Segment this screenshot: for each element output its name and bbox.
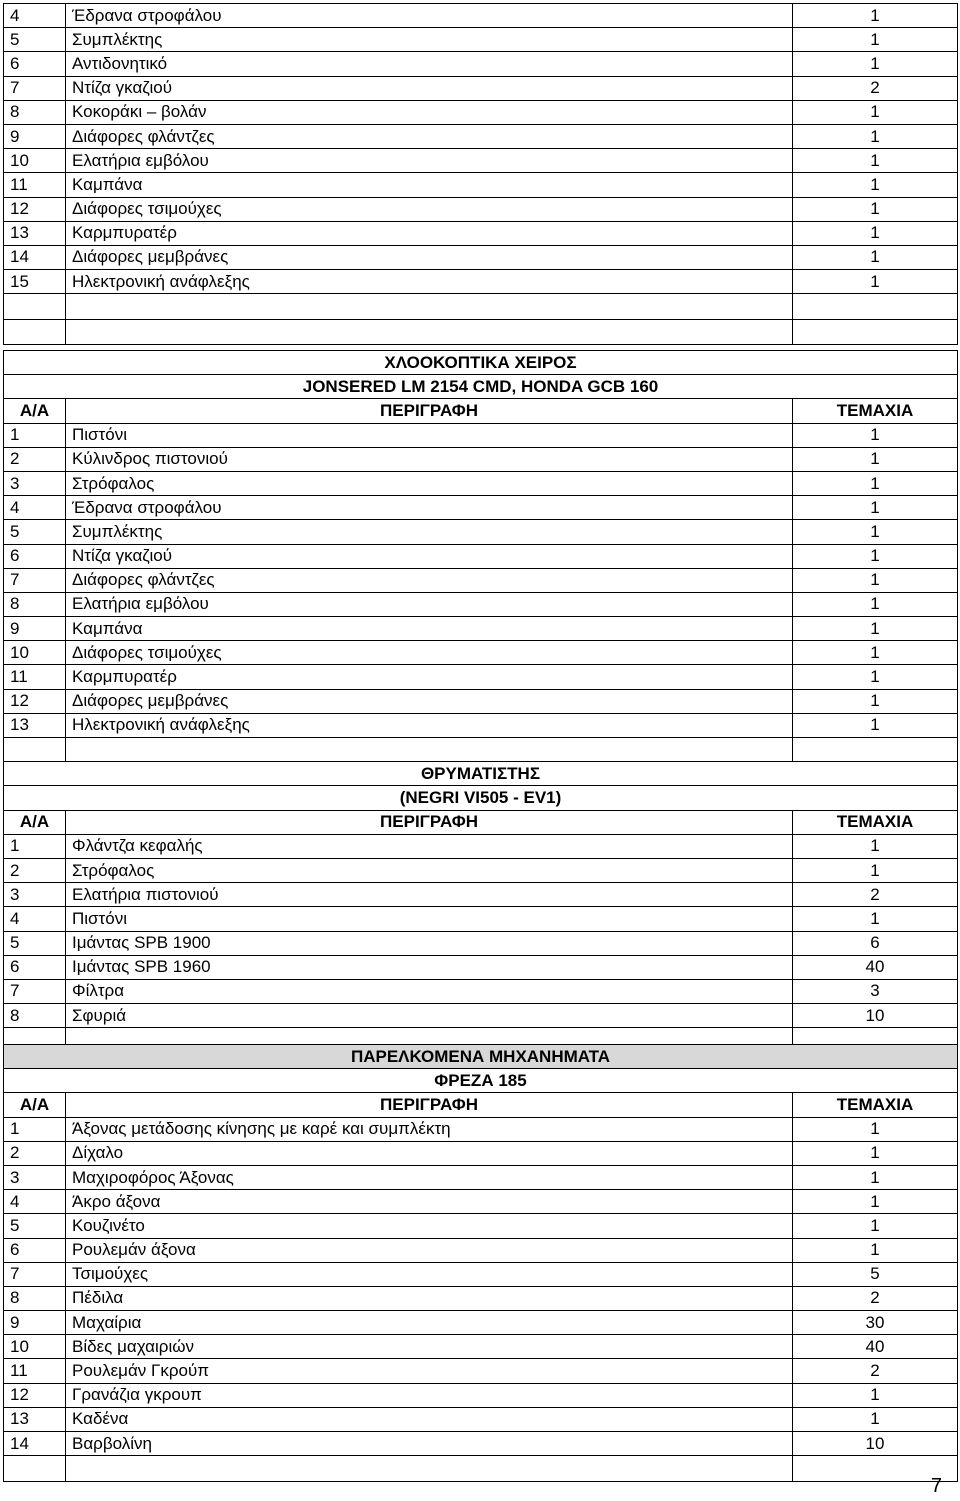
item-description: Κύλινδρος πιστονιού xyxy=(66,447,793,471)
table-row xyxy=(4,1383,958,1407)
item-number: 6 xyxy=(4,52,66,76)
item-number: 8 xyxy=(4,1004,66,1028)
table-row xyxy=(4,568,958,592)
item-quantity: 5 xyxy=(793,1262,958,1286)
item-quantity: 1 xyxy=(793,197,958,221)
item-number: 11 xyxy=(4,1359,66,1383)
table-row xyxy=(4,1286,958,1310)
item-description: Γρανάζια γκρουπ xyxy=(66,1383,793,1407)
item-description: Στρόφαλος xyxy=(66,858,793,882)
item-description: Δίχαλο xyxy=(66,1141,793,1165)
item-number: 1 xyxy=(4,1117,66,1141)
table-row xyxy=(4,858,958,882)
item-number: 2 xyxy=(4,1141,66,1165)
table-row xyxy=(4,520,958,544)
item-description: Πέδιλα xyxy=(66,1286,793,1310)
section-banner-row xyxy=(4,1045,958,1069)
blank-row xyxy=(4,319,958,345)
table-row xyxy=(4,1214,958,1238)
item-quantity: 2 xyxy=(793,76,958,100)
item-number: 9 xyxy=(4,617,66,641)
table-row xyxy=(4,1359,958,1383)
item-number: 13 xyxy=(4,1407,66,1431)
item-quantity: 10 xyxy=(793,1432,958,1456)
lawnmower-section xyxy=(4,351,958,424)
page-number: 7 xyxy=(930,1475,942,1497)
item-description: Στρόφαλος xyxy=(66,471,793,495)
item-quantity: 1 xyxy=(793,1407,958,1431)
item-number: 12 xyxy=(4,689,66,713)
item-number: 13 xyxy=(4,221,66,245)
item-description: Έδρανα στροφάλου xyxy=(66,4,793,28)
header-description: ΠΕΡΙΓΡΑΦΗ xyxy=(66,1093,793,1117)
table-row xyxy=(4,713,958,737)
table-row xyxy=(4,245,958,269)
table-row xyxy=(4,544,958,568)
item-description: Ελατήρια εμβόλου xyxy=(66,592,793,616)
table-row xyxy=(4,883,958,907)
item-quantity: 10 xyxy=(793,1004,958,1028)
item-number: 10 xyxy=(4,641,66,665)
item-quantity: 1 xyxy=(793,52,958,76)
table-row xyxy=(4,617,958,641)
item-quantity: 1 xyxy=(793,592,958,616)
item-description: Ελατήρια εμβόλου xyxy=(66,149,793,173)
item-number: 7 xyxy=(4,568,66,592)
table-row xyxy=(4,955,958,979)
item-description: Σφυριά xyxy=(66,1004,793,1028)
item-description: Καμπάνα xyxy=(66,617,793,641)
blank-row xyxy=(4,738,958,762)
item-number: 3 xyxy=(4,471,66,495)
item-number: 2 xyxy=(4,858,66,882)
parts-table-continued xyxy=(3,3,958,345)
shredder-rows xyxy=(4,834,958,1028)
item-quantity: 1 xyxy=(793,28,958,52)
parts-table-body xyxy=(4,4,958,294)
table-row xyxy=(4,28,958,52)
section-subtitle: JONSERED LM 2154 CMD, HONDA GCB 160 xyxy=(4,375,958,399)
table-row xyxy=(4,1335,958,1359)
item-description: Ηλεκτρονική ανάφλεξης xyxy=(66,713,793,737)
item-number: 6 xyxy=(4,1238,66,1262)
header-description: ΠΕΡΙΓΡΑΦΗ xyxy=(66,810,793,834)
section-title: ΦΡΕΖΑ 185 xyxy=(4,1069,958,1093)
column-header-row xyxy=(4,810,958,834)
item-number: 8 xyxy=(4,592,66,616)
table-row xyxy=(4,423,958,447)
item-number: 5 xyxy=(4,28,66,52)
item-quantity: 1 xyxy=(793,221,958,245)
item-description: Ηλεκτρονική ανάφλεξης xyxy=(66,270,793,294)
item-quantity: 30 xyxy=(793,1311,958,1335)
parts-table-blank-rows xyxy=(4,294,958,345)
item-description: Διάφορες τσιμούχες xyxy=(66,197,793,221)
item-number: 3 xyxy=(4,883,66,907)
blank-row xyxy=(4,294,958,320)
item-quantity: 1 xyxy=(793,270,958,294)
item-number: 5 xyxy=(4,931,66,955)
item-description: Άξονας μετάδοσης κίνησης με καρέ και συμπλέκτη xyxy=(66,1117,793,1141)
blank-row xyxy=(4,1456,958,1482)
item-description: Ελατήρια πιστονιού xyxy=(66,883,793,907)
table-row xyxy=(4,592,958,616)
item-description: Έδρανα στροφάλου xyxy=(66,496,793,520)
table-row xyxy=(4,1004,958,1028)
header-no: Α/Α xyxy=(4,1093,66,1117)
header-no: Α/Α xyxy=(4,399,66,423)
item-number: 1 xyxy=(4,834,66,858)
item-number: 3 xyxy=(4,1165,66,1189)
item-number: 7 xyxy=(4,76,66,100)
item-quantity: 1 xyxy=(793,1165,958,1189)
table-row xyxy=(4,52,958,76)
lawnmower-rows xyxy=(4,423,958,737)
item-description: Ντίζα γκαζιού xyxy=(66,544,793,568)
item-quantity: 1 xyxy=(793,713,958,737)
item-description: Κουζινέτο xyxy=(66,1214,793,1238)
item-description: Ντίζα γκαζιού xyxy=(66,76,793,100)
item-quantity: 2 xyxy=(793,883,958,907)
item-description: Διάφορες φλάντζες xyxy=(66,568,793,592)
item-number: 2 xyxy=(4,447,66,471)
item-description: Ρουλεμάν άξονα xyxy=(66,1238,793,1262)
parts-table-attachments xyxy=(3,1044,958,1482)
item-quantity: 2 xyxy=(793,1286,958,1310)
item-quantity: 1 xyxy=(793,100,958,124)
item-number: 10 xyxy=(4,149,66,173)
attachments-section xyxy=(4,1045,958,1118)
section-banner: ΠΑΡΕΛΚΟΜΕΝΑ ΜΗΧΑΝΗΜΑΤΑ xyxy=(4,1045,958,1069)
column-header-row xyxy=(4,1093,958,1117)
table-row xyxy=(4,270,958,294)
table-row xyxy=(4,197,958,221)
item-number: 5 xyxy=(4,1214,66,1238)
item-number: 4 xyxy=(4,907,66,931)
table-row xyxy=(4,689,958,713)
item-quantity: 1 xyxy=(793,496,958,520)
table-row xyxy=(4,1311,958,1335)
item-description: Άκρο άξονα xyxy=(66,1190,793,1214)
section-title: ΘΡΥΜΑΤΙΣΤΗΣ xyxy=(4,762,958,786)
section-subtitle-row xyxy=(4,375,958,399)
item-quantity: 1 xyxy=(793,544,958,568)
parts-table-lawnmower-shredder xyxy=(3,350,958,1054)
item-number: 14 xyxy=(4,1432,66,1456)
table-row xyxy=(4,496,958,520)
item-description: Φλάντζα κεφαλής xyxy=(66,834,793,858)
item-quantity: 1 xyxy=(793,423,958,447)
item-description: Διάφορες φλάντζες xyxy=(66,124,793,148)
item-quantity: 1 xyxy=(793,1214,958,1238)
table-row xyxy=(4,1432,958,1456)
section-title: ΧΛΟΟΚΟΠΤΙΚΑ ΧΕΙΡΟΣ xyxy=(4,351,958,375)
attachments-rows xyxy=(4,1117,958,1456)
item-quantity: 1 xyxy=(793,1141,958,1165)
shredder-section xyxy=(4,738,958,835)
table-row xyxy=(4,641,958,665)
item-number: 4 xyxy=(4,496,66,520)
table-row xyxy=(4,907,958,931)
section-title-row xyxy=(4,762,958,786)
table-row xyxy=(4,834,958,858)
item-number: 8 xyxy=(4,1286,66,1310)
item-description: Καρμπυρατέρ xyxy=(66,665,793,689)
header-description: ΠΕΡΙΓΡΑΦΗ xyxy=(66,399,793,423)
item-quantity: 1 xyxy=(793,858,958,882)
item-number: 9 xyxy=(4,124,66,148)
item-description: Συμπλέκτης xyxy=(66,28,793,52)
item-quantity: 1 xyxy=(793,834,958,858)
item-quantity: 1 xyxy=(793,641,958,665)
item-description: Διάφορες τσιμούχες xyxy=(66,641,793,665)
item-quantity: 1 xyxy=(793,1117,958,1141)
table-row xyxy=(4,447,958,471)
parts-table-blank-rows xyxy=(4,1456,958,1482)
item-number: 8 xyxy=(4,100,66,124)
table-row xyxy=(4,100,958,124)
table-row xyxy=(4,149,958,173)
item-description: Βαρβολίνη xyxy=(66,1432,793,1456)
table-row xyxy=(4,124,958,148)
item-quantity: 1 xyxy=(793,1190,958,1214)
item-number: 11 xyxy=(4,173,66,197)
column-header-row xyxy=(4,399,958,423)
item-number: 7 xyxy=(4,979,66,1003)
item-number: 11 xyxy=(4,665,66,689)
item-quantity: 1 xyxy=(793,520,958,544)
table-row xyxy=(4,979,958,1003)
item-quantity: 1 xyxy=(793,1238,958,1262)
table-row xyxy=(4,1407,958,1431)
item-description: Μαχιροφόρος Άξονας xyxy=(66,1165,793,1189)
item-description: Διάφορες μεμβράνες xyxy=(66,245,793,269)
item-quantity: 40 xyxy=(793,1335,958,1359)
item-description: Ιμάντας SPB 1900 xyxy=(66,931,793,955)
table-row xyxy=(4,1262,958,1286)
section-title-row xyxy=(4,1069,958,1093)
section-subtitle-row xyxy=(4,786,958,810)
table-row xyxy=(4,173,958,197)
item-description: Καδένα xyxy=(66,1407,793,1431)
item-quantity: 2 xyxy=(793,1359,958,1383)
item-quantity: 1 xyxy=(793,689,958,713)
header-quantity: ΤΕΜΑΧΙΑ xyxy=(793,1093,958,1117)
item-quantity: 1 xyxy=(793,447,958,471)
item-number: 5 xyxy=(4,520,66,544)
item-quantity: 6 xyxy=(793,931,958,955)
item-number: 1 xyxy=(4,423,66,447)
item-description: Ρουλεμάν Γκρούπ xyxy=(66,1359,793,1383)
item-quantity: 1 xyxy=(793,665,958,689)
item-quantity: 3 xyxy=(793,979,958,1003)
item-description: Τσιμούχες xyxy=(66,1262,793,1286)
table-row xyxy=(4,76,958,100)
table-row xyxy=(4,1190,958,1214)
header-quantity: ΤΕΜΑΧΙΑ xyxy=(793,399,958,423)
item-number: 7 xyxy=(4,1262,66,1286)
item-number: 12 xyxy=(4,197,66,221)
table-row xyxy=(4,4,958,28)
item-description: Φίλτρα xyxy=(66,979,793,1003)
item-number: 4 xyxy=(4,1190,66,1214)
item-number: 14 xyxy=(4,245,66,269)
table-row xyxy=(4,1141,958,1165)
item-description: Πιστόνι xyxy=(66,907,793,931)
item-quantity: 1 xyxy=(793,4,958,28)
item-number: 12 xyxy=(4,1383,66,1407)
item-description: Διάφορες μεμβράνες xyxy=(66,689,793,713)
table-row xyxy=(4,1117,958,1141)
table-row xyxy=(4,931,958,955)
item-number: 4 xyxy=(4,4,66,28)
item-number: 15 xyxy=(4,270,66,294)
item-quantity: 40 xyxy=(793,955,958,979)
item-description: Καμπάνα xyxy=(66,173,793,197)
header-quantity: ΤΕΜΑΧΙΑ xyxy=(793,810,958,834)
table-row xyxy=(4,1238,958,1262)
item-description: Μαχαίρια xyxy=(66,1311,793,1335)
header-no: Α/Α xyxy=(4,810,66,834)
item-description: Καρμπυρατέρ xyxy=(66,221,793,245)
table-row xyxy=(4,1165,958,1189)
item-description: Αντιδονητικό xyxy=(66,52,793,76)
item-quantity: 1 xyxy=(793,471,958,495)
item-number: 10 xyxy=(4,1335,66,1359)
table-row xyxy=(4,665,958,689)
item-quantity: 1 xyxy=(793,907,958,931)
item-number: 13 xyxy=(4,713,66,737)
item-quantity: 1 xyxy=(793,124,958,148)
section-title-row xyxy=(4,351,958,375)
item-description: Συμπλέκτης xyxy=(66,520,793,544)
item-quantity: 1 xyxy=(793,173,958,197)
item-quantity: 1 xyxy=(793,617,958,641)
table-row xyxy=(4,221,958,245)
item-number: 6 xyxy=(4,544,66,568)
section-subtitle: (NEGRI VI505 - EV1) xyxy=(4,786,958,810)
item-number: 9 xyxy=(4,1311,66,1335)
item-description: Κοκοράκι – βολάν xyxy=(66,100,793,124)
item-description: Ιμάντας SPB 1960 xyxy=(66,955,793,979)
table-row xyxy=(4,471,958,495)
item-quantity: 1 xyxy=(793,149,958,173)
item-description: Πιστόνι xyxy=(66,423,793,447)
item-quantity: 1 xyxy=(793,1383,958,1407)
item-description: Βίδες μαχαιριών xyxy=(66,1335,793,1359)
item-quantity: 1 xyxy=(793,568,958,592)
item-quantity: 1 xyxy=(793,245,958,269)
item-number: 6 xyxy=(4,955,66,979)
